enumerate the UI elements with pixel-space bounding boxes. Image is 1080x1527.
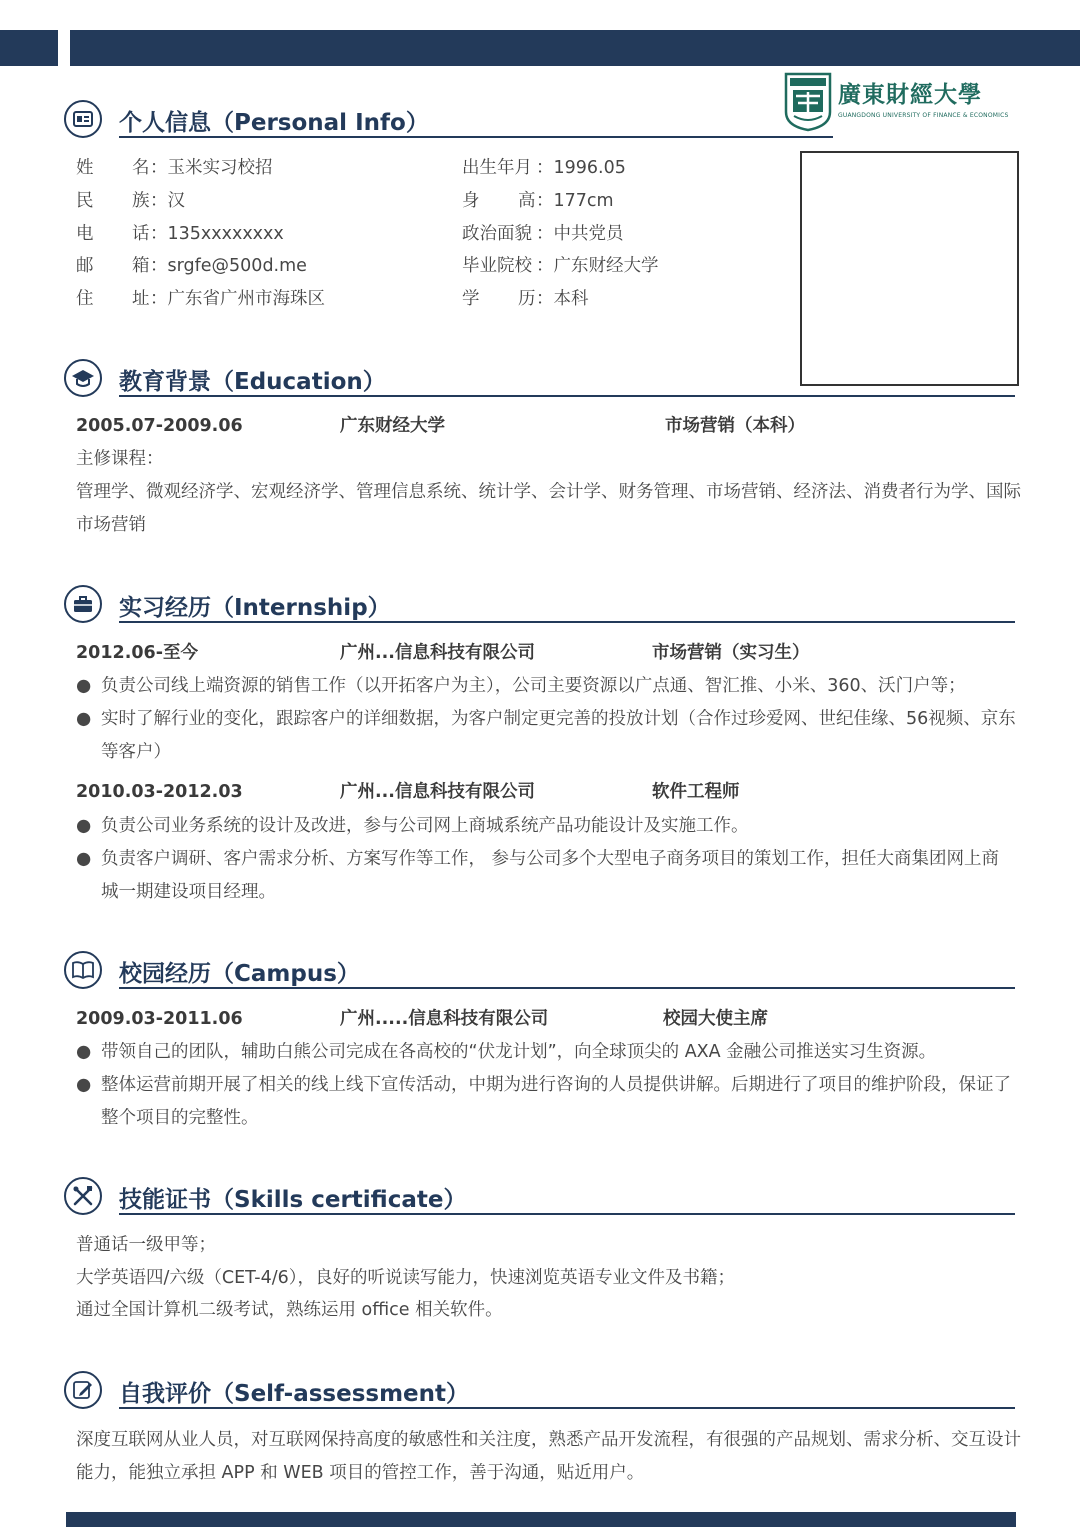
label-email-1: 邮 bbox=[76, 256, 94, 276]
section-title: 个人信息（Personal Info） bbox=[119, 110, 429, 136]
header-bar bbox=[70, 30, 1080, 66]
logo-english-name: GUANGDONG UNIVERSITY OF FINANCE & ECONOMICS bbox=[838, 112, 1009, 119]
bullet-dot: ● bbox=[76, 1075, 92, 1095]
value-degree: ：本科 bbox=[536, 289, 589, 309]
campus-role: 校园大使主席 bbox=[663, 1009, 768, 1029]
value-birth: ：1996.05 bbox=[536, 158, 626, 178]
bullet-text: 负责客户调研、客户需求分析、方案写作等工作， 参与公司多个大型电子商务项目的策划工作，担任大商集团网上商城一期建设项目经理。 bbox=[101, 849, 1000, 902]
skill-line-1: 普通话一级甲等； bbox=[76, 1235, 216, 1255]
bullet-dot: ● bbox=[76, 1042, 92, 1062]
briefcase-icon bbox=[64, 585, 102, 623]
value-name: ：玉米实习校招 bbox=[150, 158, 273, 178]
bullet-text: 负责公司线上端资源的销售工作（以开拓客户为主），公司主要资源以广点通、智汇推、小米、360、沃门户等； bbox=[101, 676, 966, 696]
label-school: 毕业院校 bbox=[462, 256, 532, 276]
graduation-cap-icon bbox=[64, 359, 102, 397]
label-address-1: 住 bbox=[76, 289, 94, 309]
label-email-2: 箱 bbox=[132, 256, 150, 276]
job1-period: 2012.06-至今 bbox=[76, 643, 198, 663]
value-height: ：177cm bbox=[536, 191, 614, 211]
section-rule bbox=[119, 987, 1015, 989]
university-seal-icon bbox=[782, 72, 834, 132]
bullet-dot: ● bbox=[76, 709, 92, 729]
bullet-dot: ● bbox=[76, 676, 92, 696]
tools-icon bbox=[64, 1177, 102, 1215]
photo-placeholder bbox=[800, 151, 1019, 386]
section-rule bbox=[119, 1213, 1015, 1215]
education-major: 市场营销（本科） bbox=[665, 416, 805, 436]
label-height-1: 身 bbox=[462, 191, 480, 211]
section-title: 技能证书（Skills certificate） bbox=[119, 1187, 467, 1213]
campus-period: 2009.03-2011.06 bbox=[76, 1009, 243, 1029]
label-name-2: 名 bbox=[132, 158, 150, 178]
section-title: 自我评价（Self-assessment） bbox=[119, 1381, 470, 1407]
value-school: ：广东财经大学 bbox=[536, 256, 659, 276]
label-degree-2: 历 bbox=[518, 289, 536, 309]
section-rule bbox=[119, 621, 1015, 623]
label-birth: 出生年月 bbox=[462, 158, 532, 178]
label-phone-2: 话 bbox=[132, 224, 150, 244]
skill-line-2: 大学英语四/六级（CET-4/6），良好的听说读写能力，快速浏览英语专业文件及书籍； bbox=[76, 1268, 735, 1288]
bullet-dot: ● bbox=[76, 816, 92, 836]
book-icon bbox=[64, 951, 102, 989]
university-logo bbox=[782, 72, 1022, 136]
job1-company: 广州...信息科技有限公司 bbox=[340, 643, 535, 663]
courses-text: 管理学、微观经济学、宏观经济学、管理信息系统、统计学、会计学、财务管理、市场营销、经济法、消费者行为学、国际市场营销 bbox=[76, 482, 1021, 535]
bullet-text: 整体运营前期开展了相关的线上线下宣传活动，中期为进行咨询的人员提供讲解。后期进行了项目的维护阶段，保证了整个项目的完整性。 bbox=[101, 1075, 1011, 1128]
campus-company: 广州.....信息科技有限公司 bbox=[340, 1009, 549, 1029]
footer-bar bbox=[66, 1512, 1016, 1527]
skill-line-3: 通过全国计算机二级考试，熟练运用 office 相关软件。 bbox=[76, 1300, 503, 1320]
job2-period: 2010.03-2012.03 bbox=[76, 782, 243, 802]
id-card-icon bbox=[64, 100, 102, 138]
label-name-1: 姓 bbox=[76, 158, 94, 178]
label-ethnic-1: 民 bbox=[76, 191, 94, 211]
header-bar-left bbox=[0, 30, 58, 66]
value-ethnic: ：汉 bbox=[150, 191, 185, 211]
section-rule bbox=[119, 136, 833, 138]
section-title: 校园经历（Campus） bbox=[119, 961, 360, 987]
label-address-2: 址 bbox=[132, 289, 150, 309]
bullet-text: 负责公司业务系统的设计及改进，参与公司网上商城系统产品功能设计及实施工作。 bbox=[101, 816, 749, 836]
bullet-text: 实时了解行业的变化，跟踪客户的详细数据，为客户制定更完善的投放计划（合作过珍爱网、世纪佳缘、56视频、京东等客户） bbox=[101, 709, 1016, 762]
section-rule bbox=[119, 395, 1015, 397]
self-assessment-text: 深度互联网从业人员，对互联网保持高度的敏感性和关注度，熟悉产品开发流程，有很强的产品规划、需求分析、交互设计能力，能独立承担 APP 和 WEB 项目的管控工作，善于沟通，贴近用户。 bbox=[76, 1430, 1021, 1483]
section-title: 教育背景（Education） bbox=[119, 369, 386, 395]
education-period: 2005.07-2009.06 bbox=[76, 416, 243, 436]
label-degree-1: 学 bbox=[462, 289, 480, 309]
section-rule bbox=[119, 1407, 1015, 1409]
label-height-2: 高 bbox=[518, 191, 536, 211]
logo-chinese-name: 廣東財經大學 bbox=[838, 81, 982, 108]
label-political: 政治面貌 bbox=[462, 224, 532, 244]
value-phone: ：135xxxxxxxx bbox=[150, 224, 284, 244]
job1-role: 市场营销（实习生） bbox=[652, 643, 810, 663]
value-address: ：广东省广州市海珠区 bbox=[150, 289, 325, 309]
courses-label: 主修课程： bbox=[76, 449, 164, 469]
edit-icon bbox=[64, 1371, 102, 1409]
job2-role: 软件工程师 bbox=[652, 782, 740, 802]
job2-company: 广州...信息科技有限公司 bbox=[340, 782, 535, 802]
section-title: 实习经历（Internship） bbox=[119, 595, 391, 621]
education-school: 广东财经大学 bbox=[340, 416, 445, 436]
value-political: ：中共党员 bbox=[536, 224, 624, 244]
label-ethnic-2: 族 bbox=[132, 191, 150, 211]
label-phone-1: 电 bbox=[76, 224, 94, 244]
bullet-dot: ● bbox=[76, 849, 92, 869]
bullet-text: 带领自己的团队，辅助白熊公司完成在各高校的“伏龙计划”，向全球顶尖的 AXA 金融公司推送实习生资源。 bbox=[101, 1042, 937, 1062]
value-email: ：srgfe@500d.me bbox=[150, 256, 307, 276]
